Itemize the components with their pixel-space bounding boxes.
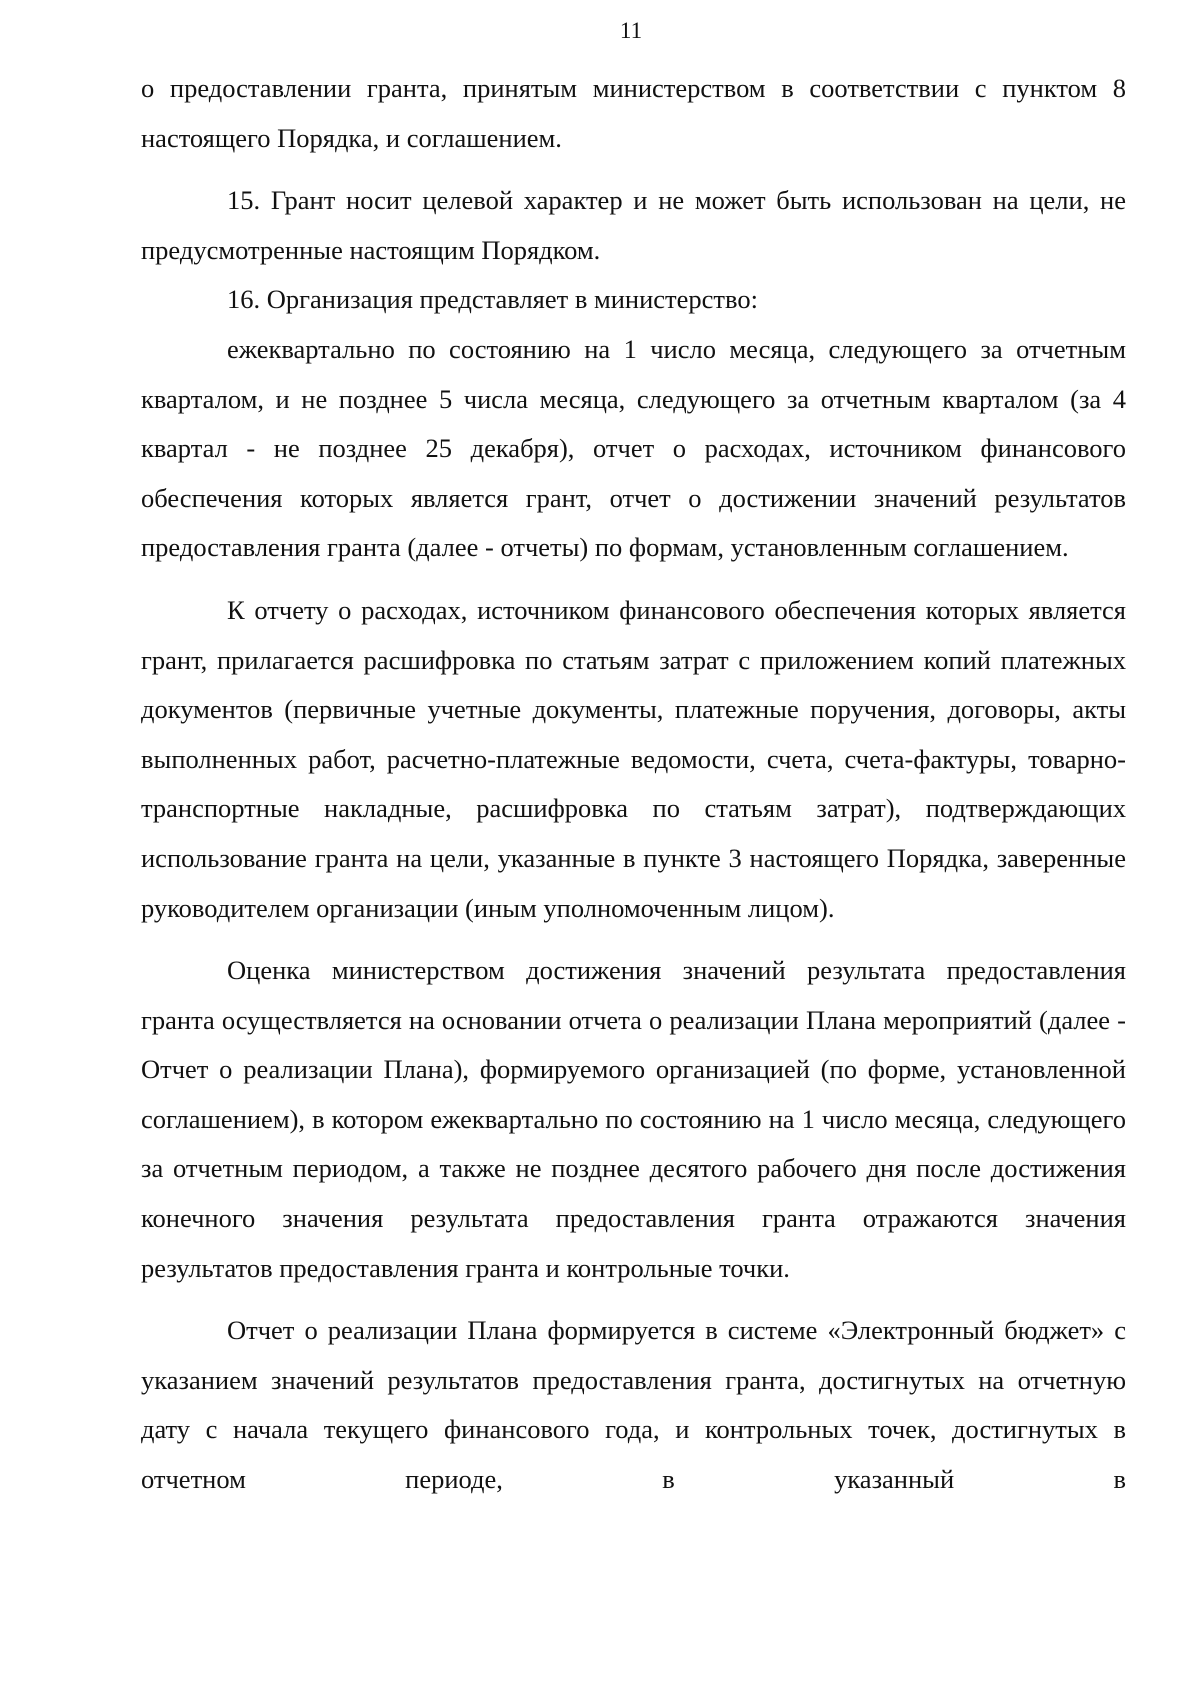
paragraph-result-evaluation: Оценка министерством достижения значений результата предоставления гранта осуществляется на основании отчета о реализации Плана мероприятий (далее - Отчет о реализации Плана), формируемого организацией (по форме, установленной соглашением), в котором ежеквартально по состоянию на 1 число месяца, следующего за отчетным периодом, а также не позднее десятого рабочего дня после достижения конечного значения результата предоставления гранта отражаются значения результатов предоставления гранта и контрольные точки.	[141, 955, 1126, 1283]
paragraph-16: 16. Организация представляет в министерство:	[227, 284, 758, 315]
paragraph-15: 15. Грант носит целевой характер и не может быть использован на цели, не предусмотренные настоящим Порядком.	[141, 185, 1126, 265]
paragraph-continuation: о предоставлении гранта, принятым министерством в соответствии с пунктом 8 настоящего Порядка, и соглашением.	[141, 73, 1126, 153]
paragraph-plan-report: Отчет о реализации Плана формируется в системе «Электронный бюджет» с указанием значений результатов предоставления гранта, достигнутых на отчетную дату с начала текущего финансового года, и контрольных точек, достигнутых в отчетном периоде, в указанный в	[141, 1315, 1126, 1495]
paragraph-expense-report-attachments: К отчету о расходах, источником финансового обеспечения которых является грант, прилагается расшифровка по статьям затрат с приложением копий платежных документов (первичные учетные документы, платежные поручения, договоры, акты выполненных работ, расчетно-платежные ведомости, счета, счета-фактуры, товарно-транспортные накладные, расшифровка по статьям затрат), подтверждающих использование гранта на цели, указанные в пункте 3 настоящего Порядка, заверенные руководителем организации (иным уполномоченным лицом).	[141, 594, 1126, 923]
paragraph-quarterly-reports: ежеквартально по состоянию на 1 число месяца, следующего за отчетным кварталом, и не позднее 5 числа месяца, следующего за отчетным кварталом (за 4 квартал - не позднее 25 декабря), отчет о расходах, источником финансового обеспечения которых является грант, отчет о достижении значений результатов предоставления гранта (далее - отчеты) по формам, установленным соглашением.	[141, 333, 1126, 563]
document-body	[141, 64, 1126, 1505]
page-number: 11	[619, 18, 643, 43]
